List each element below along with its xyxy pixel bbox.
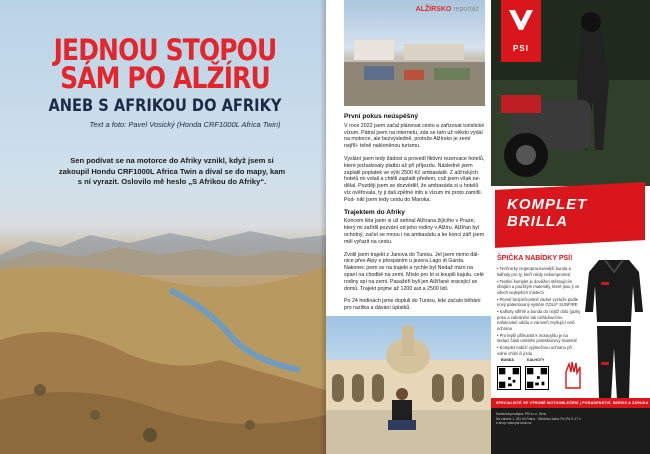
product-title bbox=[507, 196, 587, 230]
offer-point: • Pevně bezpečnostně zadné vyztuže podle nový patentovaný systém GOLIF SUNFIRE bbox=[497, 296, 579, 307]
headline bbox=[49, 33, 281, 95]
product-title-line-2: BRILLA bbox=[507, 213, 568, 230]
footer-line: Na Lánech 1, 251 62 Praha · Otevírací doba: Po–Pá 9–17 h bbox=[496, 416, 581, 421]
brand-name: PSI bbox=[513, 44, 529, 53]
intro-paragraph: Sen podívat se na motorce do Afriky vznikl, když jsem si zakoupil Hondu CRF1000L Africa Twin a díval se do mapy, kam s ní vyrazit. Oslovilo mě heslo „S Afrikou do Afriky“. bbox=[58, 156, 286, 186]
subheadline: ANEB S AFRIKOU DO AFRIKY bbox=[48, 96, 282, 116]
article-paragraph-2: Vyslání jsem tedy žádost a provedl fiktivní rezervace hotelů, které požadovaly platbu až při příjezdu. Následně jsem zaplatil poplatek ve výši 2500 Kč ambasádě. Z alžírských hotelů mi volali a chtěli zaplatit předem, což jsem však ne- dělal. Později jsem se dozvěděl, že ambasáda si u hotelů víz ověřovala, ty ji dali zpětné info a vízum mi proto zamítli. Pod- nikl jsem tedy cestu do Maroka. bbox=[344, 155, 485, 203]
ad-footer-info bbox=[496, 412, 646, 426]
headline-line-2: SÁM PO ALŽÍRU bbox=[60, 61, 270, 95]
offer-point: • Pro lepší přilnutost k motocyklu je na sedací části umístěn protiskluzový materiál bbox=[497, 332, 577, 343]
section-tag bbox=[416, 6, 479, 13]
article-paragraph-3: Koncem léta jsem si už sehnal Alžírana žijícího v Praze, který mi zařídil pozvání od jeho rodiny v Alžíru. Alžířan byl ochotný, začel se mnou i na ambasádu a ke konci září jsem měl vyřazit na cestu. bbox=[344, 218, 485, 245]
article-paragraph-1: V roce 2022 jsem začal plánovat cestu a zařizovat turistické vízum. Pátral jsem na internetu, zda se tam už někdo vydal na motorce, ale bezvýsledně, protože Alžírsko je zemí nejříli- telně nakloněnou turismu. bbox=[344, 122, 485, 150]
desert-valley bbox=[0, 240, 326, 454]
offer-point: • Komplet nabízí vyjimečnou ochranu při volné chůzi či jízdu bbox=[497, 345, 572, 356]
mosque-photo bbox=[326, 316, 491, 454]
psi-advertisement bbox=[491, 0, 650, 454]
headline-line-1: JEDNOU STOPOU bbox=[53, 33, 277, 67]
section-tag-suffix: reportáž bbox=[453, 6, 479, 13]
product-title-line-1: KOMPLET bbox=[507, 196, 588, 213]
offer-point: • Technicky nejpropracovanější bunda a kalhoty pro ty, kteří nikdy nekompromisí bbox=[497, 266, 571, 277]
qr-label-pants: KALHOTY bbox=[527, 358, 545, 362]
ad-footer-strip: SPECIALISTÉ VE VÝROBĚ MOTOOBLEČENÍ | PORADENSTVÍ, SERVIS A ZÁRUKA bbox=[491, 398, 650, 408]
footer-line: e-shop: www.psi-moto.cz bbox=[496, 421, 532, 425]
market-photo bbox=[344, 0, 485, 106]
article-paragraph-5: Po 24 hodinách jsme dopluli do Tunisu, kde začalo běhání pro razítka a dávání úplatků. bbox=[344, 298, 481, 312]
offer-list bbox=[497, 266, 581, 358]
rider-photo bbox=[491, 0, 650, 186]
article-heading-1: První pokus neúspěšný bbox=[344, 113, 419, 120]
qr-codes bbox=[495, 358, 585, 394]
article-column bbox=[326, 0, 491, 454]
market-illustration bbox=[344, 0, 485, 106]
mosque-illustration bbox=[326, 316, 491, 454]
qr-code-pants-icon[interactable] bbox=[525, 366, 549, 390]
psi-logo-icon bbox=[501, 0, 541, 40]
footer-line: Kamenná prodejna: PSI s.r.o., Brno bbox=[496, 412, 547, 416]
article-paragraph-4: Zvolil jsem trajekt z Janova do Tunisu. Jel jsem mimo dál- nice přes Alpy s přespáním u jezera Lago di Garda. Nakonec jsem se na trajekt a rychle byl Nedaž mizo na spaní na chodbě na zemi. Místo pro kt si koupili kajutu, celé rodiny spí na zemi. Pasažéři byli jen Alžířané vracející se domů. Trajekt pojme až 1200 aut a 2500 lidí. bbox=[344, 251, 484, 292]
section-tag-country: ALŽÍRSKO bbox=[415, 6, 452, 13]
qr-label-jacket: BUNDA bbox=[501, 358, 514, 362]
offer-point: • Textilní komplet je dovážen stěsnujícím obojům a použitým materiály, které jsou jí ve všech nejlepších místech bbox=[497, 278, 580, 295]
article-heading-2: Trajektem do Afriky bbox=[344, 208, 405, 216]
qr-code-jacket-icon[interactable] bbox=[497, 366, 521, 390]
jacket-pants-image bbox=[581, 252, 647, 404]
handmade-badge-icon bbox=[560, 358, 586, 392]
photo-credit: Text a foto: Pavel Vosický (Honda CRF1000L Africa Twin) bbox=[89, 120, 281, 129]
offer-title: ŠPIČKA NABÍDKY PSÍ! bbox=[497, 255, 573, 262]
offer-point: • Kalhoty střihlé a bunda do nejtíž dolú (jazky posu a zabránění tak nežádoucímu nafukování oddíu a zároveň zvyšující celé ochranu bbox=[497, 309, 581, 331]
article-body bbox=[344, 114, 485, 318]
